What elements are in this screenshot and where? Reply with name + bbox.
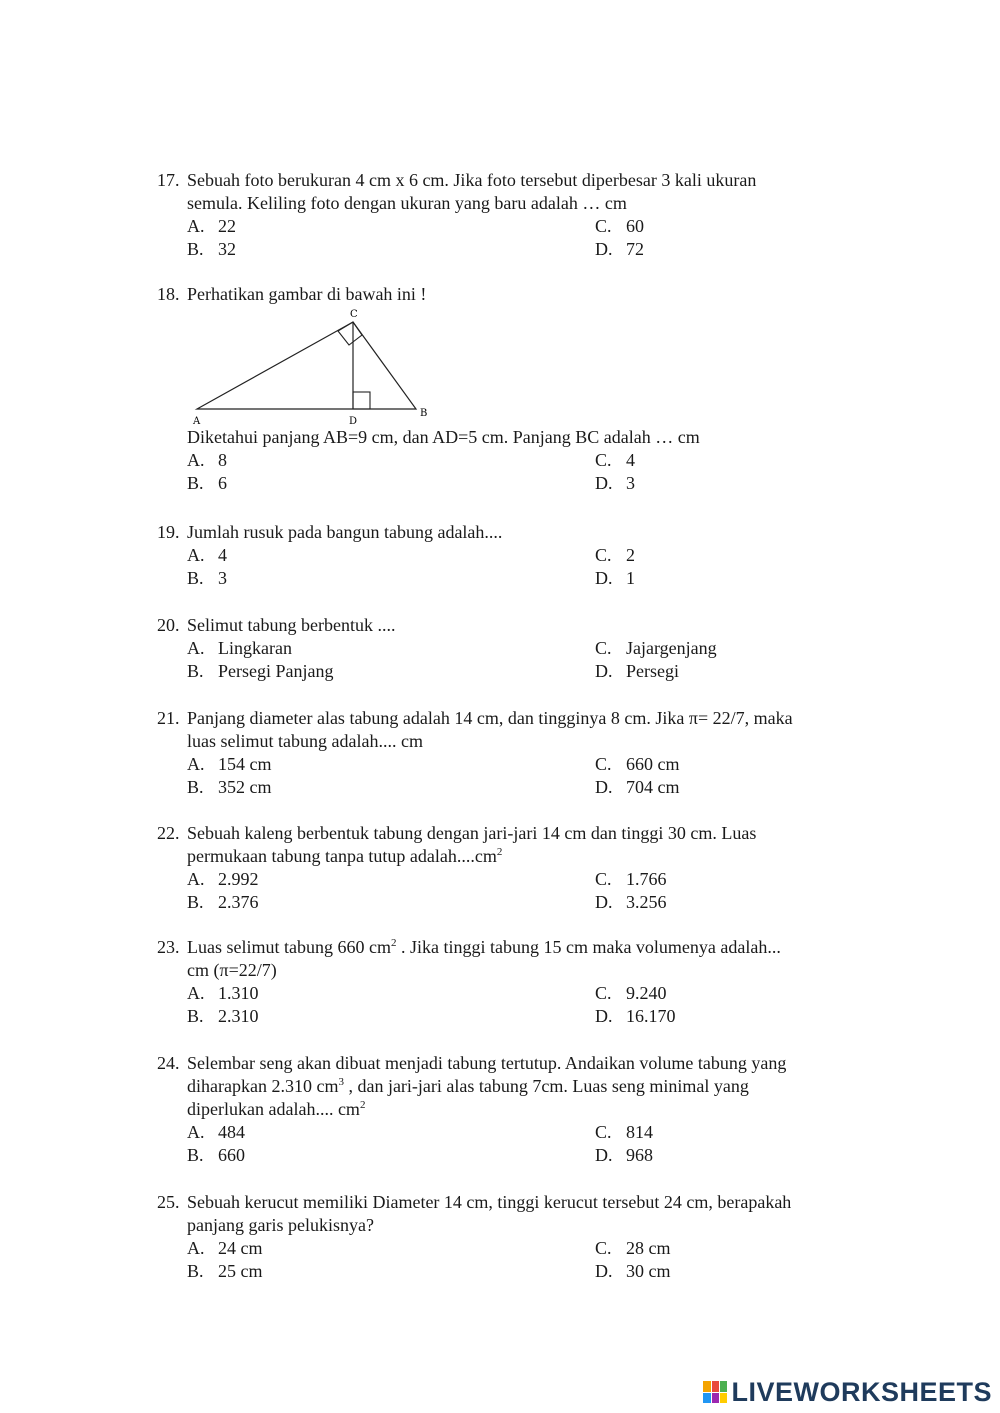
- option-b[interactable]: B. 660: [187, 1145, 245, 1165]
- question-stem: diharapkan 2.310 $cm^3$ , dan jari-jari alas tabung 7cm. Luas seng minimal yang: [187, 1076, 749, 1096]
- options: [157, 1237, 877, 1283]
- triangle-figure: [187, 306, 877, 426]
- options: [157, 1121, 877, 1167]
- question-stem: 22. Sebuah kaleng berbentuk tabung dengan jari-jari 14 cm dan tinggi 30 cm. Luas: [157, 823, 757, 843]
- option-d[interactable]: D. 968: [595, 1145, 653, 1165]
- question-stem: cm (π=22/7): [187, 960, 277, 980]
- options: [157, 753, 877, 799]
- option-c[interactable]: C. 9.240: [595, 983, 667, 1003]
- question-stem: 23. Luas selimut tabung 660 $cm^2$ . Jika tinggi tabung 15 cm maka volumenya adalah...: [157, 937, 781, 957]
- options: [157, 982, 877, 1028]
- option-a[interactable]: A. 8: [187, 450, 227, 470]
- option-a[interactable]: A. 22: [187, 216, 236, 236]
- question-number: 17.: [157, 170, 180, 190]
- option-b[interactable]: B. 2.310: [187, 1006, 259, 1026]
- question-stem: luas selimut tabung adalah.... cm: [187, 731, 423, 751]
- option-d[interactable]: D. 704 cm: [595, 777, 680, 797]
- question-number: 20.: [157, 615, 180, 635]
- question-number: 25.: [157, 1192, 180, 1212]
- question-24: [157, 1052, 877, 1167]
- options: [157, 637, 877, 683]
- liveworksheets-logo: [703, 1376, 992, 1407]
- brand-text: LIVEWORKSHEETS: [731, 1376, 992, 1407]
- option-a[interactable]: A. 154 cm: [187, 754, 272, 774]
- option-d[interactable]: D. Persegi: [595, 661, 679, 681]
- option-d[interactable]: D. 16.170: [595, 1006, 676, 1026]
- question-18: [157, 283, 877, 495]
- option-c[interactable]: C. 1.766: [595, 869, 667, 889]
- option-d[interactable]: D. 72: [595, 239, 644, 259]
- option-b[interactable]: B. 6: [187, 473, 227, 493]
- liveworksheets-logo-icon: [703, 1381, 727, 1403]
- option-b[interactable]: B. 32: [187, 239, 236, 259]
- question-number: 23.: [157, 937, 180, 957]
- option-a[interactable]: A. Lingkaran: [187, 638, 292, 658]
- question-21: [157, 707, 877, 799]
- option-c[interactable]: C. 814: [595, 1122, 653, 1142]
- label-d: D: [349, 416, 358, 427]
- label-c: C: [350, 309, 358, 320]
- question-number: 18.: [157, 284, 180, 304]
- question-stem: panjang garis pelukisnya?: [187, 1215, 374, 1235]
- options: [157, 868, 877, 914]
- option-d[interactable]: D. 1: [595, 568, 635, 588]
- question-stem: 21. Panjang diameter alas tabung adalah 14 cm, dan tingginya 8 cm. Jika π= 22/7, maka: [157, 708, 793, 728]
- question-stem: 24. Selembar seng akan dibuat menjadi tabung tertutup. Andaikan volume tabung yang: [157, 1053, 787, 1073]
- option-a[interactable]: A. 484: [187, 1122, 245, 1142]
- question-stem: diperlukan adalah.... $cm^2$: [187, 1099, 366, 1119]
- option-a[interactable]: A. 2.992: [187, 869, 259, 889]
- question-stem: 18. Perhatikan gambar di bawah ini !: [157, 284, 427, 304]
- question-stem: permukaan tabung tanpa tutup $adalah....cm^2$: [187, 846, 503, 866]
- question-stem: 25. Sebuah kerucut memiliki Diameter 14 cm, tinggi kerucut tersebut 24 cm, berapakah: [157, 1192, 792, 1212]
- options: [157, 215, 877, 261]
- right-triangle-diagram: [187, 306, 457, 430]
- question-stem: semula. Keliling foto dengan ukuran yang baru adalah … cm: [187, 193, 627, 213]
- question-number: 24.: [157, 1053, 180, 1073]
- question-number: 19.: [157, 522, 180, 542]
- question-23: [157, 936, 877, 1028]
- option-b[interactable]: B. Persegi Panjang: [187, 661, 334, 681]
- question-number: 22.: [157, 823, 180, 843]
- options: [157, 449, 877, 495]
- option-a[interactable]: A. 1.310: [187, 983, 259, 1003]
- option-a[interactable]: A. 24 cm: [187, 1238, 263, 1258]
- option-b[interactable]: B. 352 cm: [187, 777, 272, 797]
- question-stem: 19. Jumlah rusuk pada bangun tabung adalah....: [157, 522, 503, 542]
- question-19: [157, 521, 877, 590]
- option-c[interactable]: C. 2: [595, 545, 635, 565]
- option-c[interactable]: C. 4: [595, 450, 635, 470]
- option-c[interactable]: C. 28 cm: [595, 1238, 671, 1258]
- question-stem: 20. Selimut tabung berbentuk ....: [157, 615, 396, 635]
- option-b[interactable]: B. 2.376: [187, 892, 259, 912]
- label-a: A: [193, 416, 201, 427]
- question-stem: 17. Sebuah foto berukuran 4 cm x 6 cm. Jika foto tersebut diperbesar 3 kali ukuran: [157, 170, 757, 190]
- option-d[interactable]: D. 30 cm: [595, 1261, 671, 1281]
- label-b: B: [420, 408, 428, 419]
- question-stem: Diketahui panjang AB=9 cm, dan AD=5 cm. Panjang BC adalah … cm: [187, 427, 700, 447]
- options: [157, 544, 877, 590]
- question-25: [157, 1191, 877, 1283]
- question-17: [157, 169, 877, 261]
- option-b[interactable]: B. 3: [187, 568, 227, 588]
- option-c[interactable]: C. 60: [595, 216, 644, 236]
- question-22: [157, 822, 877, 914]
- option-d[interactable]: D. 3: [595, 473, 635, 493]
- question-20: [157, 614, 877, 683]
- option-b[interactable]: B. 25 cm: [187, 1261, 263, 1281]
- question-number: 21.: [157, 708, 180, 728]
- option-c[interactable]: C. Jajargenjang: [595, 638, 717, 658]
- option-c[interactable]: C. 660 cm: [595, 754, 680, 774]
- option-d[interactable]: D. 3.256: [595, 892, 667, 912]
- option-a[interactable]: A. 4: [187, 545, 227, 565]
